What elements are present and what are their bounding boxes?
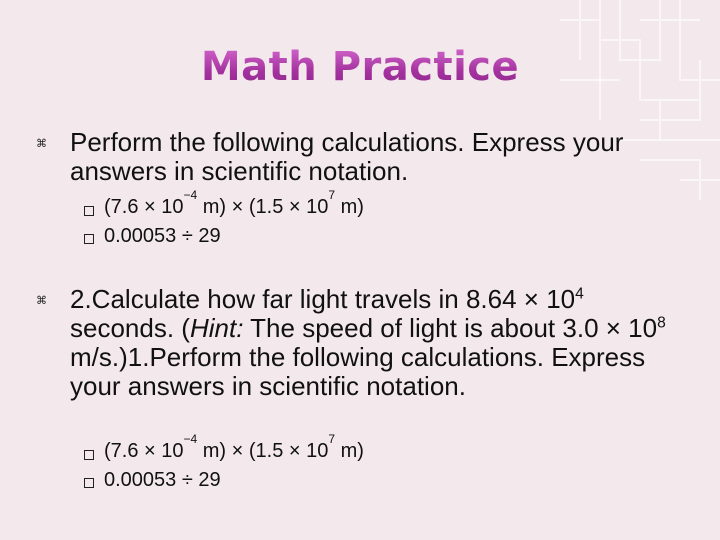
- bullet-2-item-1: ($7.6 \times 10^{-4}$ $m) \times (1.5 \times 10^7$ m): [104, 431, 364, 462]
- bullet-2-text: 2.Calculate how far light travels in $8.64 \times 10^4$ seconds. (Hint: The speed of light is about $3.0 \times 10^8$ m/s.)1.Perform the following calculations. Express your answers in scientific notation.: [70, 284, 666, 401]
- slide-title: Math Practice: [0, 44, 720, 90]
- square-outline-icon: [84, 206, 94, 216]
- square-outline-icon: [84, 450, 94, 460]
- bullet-2-item-2: 0.00053 ÷ 29: [104, 469, 221, 491]
- square-outline-icon: [84, 234, 94, 244]
- command-key-icon: ⌘: [36, 294, 47, 307]
- bullet-1-text: Perform the following calculations. Express your answers in scientific notation.: [70, 127, 624, 186]
- square-outline-icon: [84, 478, 94, 488]
- command-key-icon: ⌘: [36, 137, 47, 150]
- bullet-1-item-2: 0.00053 ÷ 29: [104, 225, 221, 247]
- bullet-1-item-1: ($7.6 \times 10^{-4}$ $m) \times (1.5 \times 10^7$ m): [104, 187, 364, 218]
